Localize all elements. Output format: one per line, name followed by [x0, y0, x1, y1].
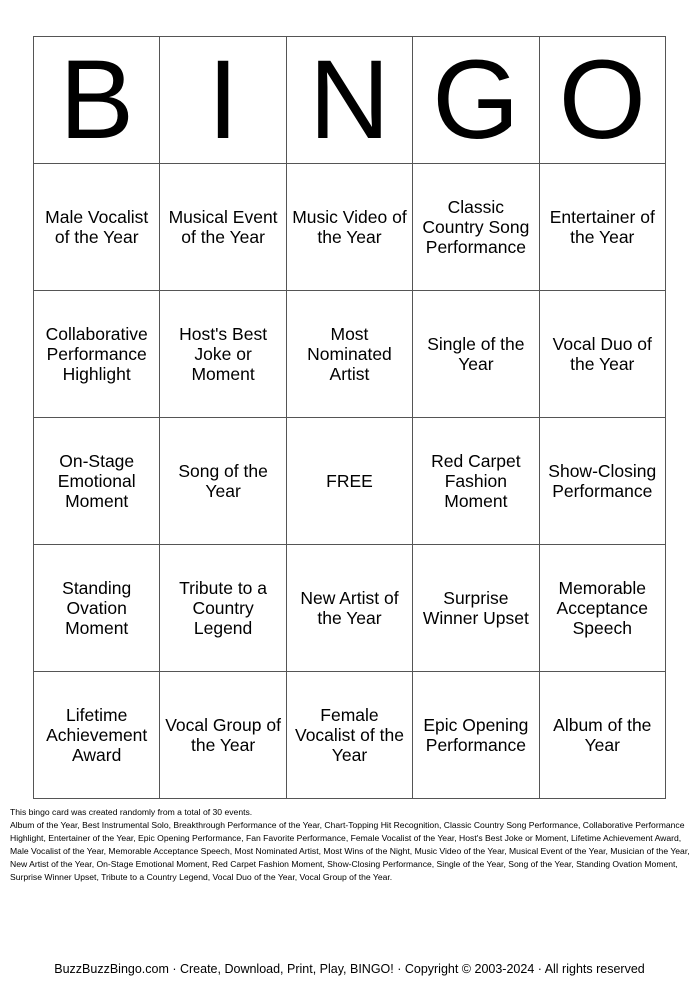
- bingo-row: [34, 164, 666, 291]
- header-letter: I: [160, 37, 286, 164]
- note-intro: This bingo card was created randomly from a total of 30 events.: [10, 807, 253, 817]
- bingo-cell: Male Vocalist of the Year: [34, 164, 160, 291]
- bingo-cell: Red Carpet Fashion Moment: [413, 418, 539, 545]
- bingo-cell: Lifetime Achievement Award: [34, 672, 160, 799]
- header-letter: O: [539, 37, 665, 164]
- bingo-cell: Classic Country Song Performance: [413, 164, 539, 291]
- event-list-note: [10, 806, 690, 884]
- note-events: Album of the Year, Best Instrumental Solo, Breakthrough Performance of the Year, Chart-Topping Hit Recognition, Classic Country Song Performance, Collaborative Performance Highlight, Entertainer of the Year, Epic Opening Performance, Fan Favorite Performance, Female Vocalist of the Year, Host's Best Joke or Moment, Lifetime Achievement Award, Male Vocalist of the Year, Memorable Acceptance Speech, Most Nominated Artist, Most Wins of the Night, Music Video of the Year, Musical Event of the Year, Musician of the Year, New Artist of the Year, On-Stage Emotional Moment, Red Carpet Fashion Moment, Show-Closing Performance, Single of the Year, Song of the Year, Standing Ovation Moment, Surprise Winner Upset, Tribute to a Country Legend, Vocal Duo of the Year, Vocal Group of the Year.: [10, 820, 690, 882]
- bingo-cell: Music Video of the Year: [286, 164, 412, 291]
- bingo-row: [34, 418, 666, 545]
- bingo-cell: Surprise Winner Upset: [413, 545, 539, 672]
- bingo-card: [33, 36, 666, 799]
- bingo-cell: Standing Ovation Moment: [34, 545, 160, 672]
- bingo-cell: Most Nominated Artist: [286, 291, 412, 418]
- bingo-cell: Tribute to a Country Legend: [160, 545, 286, 672]
- bingo-row: [34, 545, 666, 672]
- bingo-row: [34, 291, 666, 418]
- bingo-cell: Memorable Acceptance Speech: [539, 545, 665, 672]
- bingo-cell: Female Vocalist of the Year: [286, 672, 412, 799]
- bingo-cell: Album of the Year: [539, 672, 665, 799]
- header-letter: G: [413, 37, 539, 164]
- bingo-cell: Vocal Duo of the Year: [539, 291, 665, 418]
- bingo-cell: Epic Opening Performance: [413, 672, 539, 799]
- bingo-cell: New Artist of the Year: [286, 545, 412, 672]
- bingo-cell: Host's Best Joke or Moment: [160, 291, 286, 418]
- header-letter: B: [34, 37, 160, 164]
- bingo-cell: Vocal Group of the Year: [160, 672, 286, 799]
- bingo-cell: Song of the Year: [160, 418, 286, 545]
- bingo-header-row: [34, 37, 666, 164]
- bingo-row: [34, 672, 666, 799]
- free-cell: FREE: [286, 418, 412, 545]
- bingo-cell: Musical Event of the Year: [160, 164, 286, 291]
- bingo-cell: On-Stage Emotional Moment: [34, 418, 160, 545]
- bingo-cell: Single of the Year: [413, 291, 539, 418]
- bingo-cell: Show-Closing Performance: [539, 418, 665, 545]
- bingo-cell: Entertainer of the Year: [539, 164, 665, 291]
- footer-text: BuzzBuzzBingo.com · Create, Download, Print, Play, BINGO! · Copyright © 2003-2024 · All rights reserved: [54, 962, 645, 976]
- bingo-cell: Collaborative Performance Highlight: [34, 291, 160, 418]
- header-letter: N: [286, 37, 412, 164]
